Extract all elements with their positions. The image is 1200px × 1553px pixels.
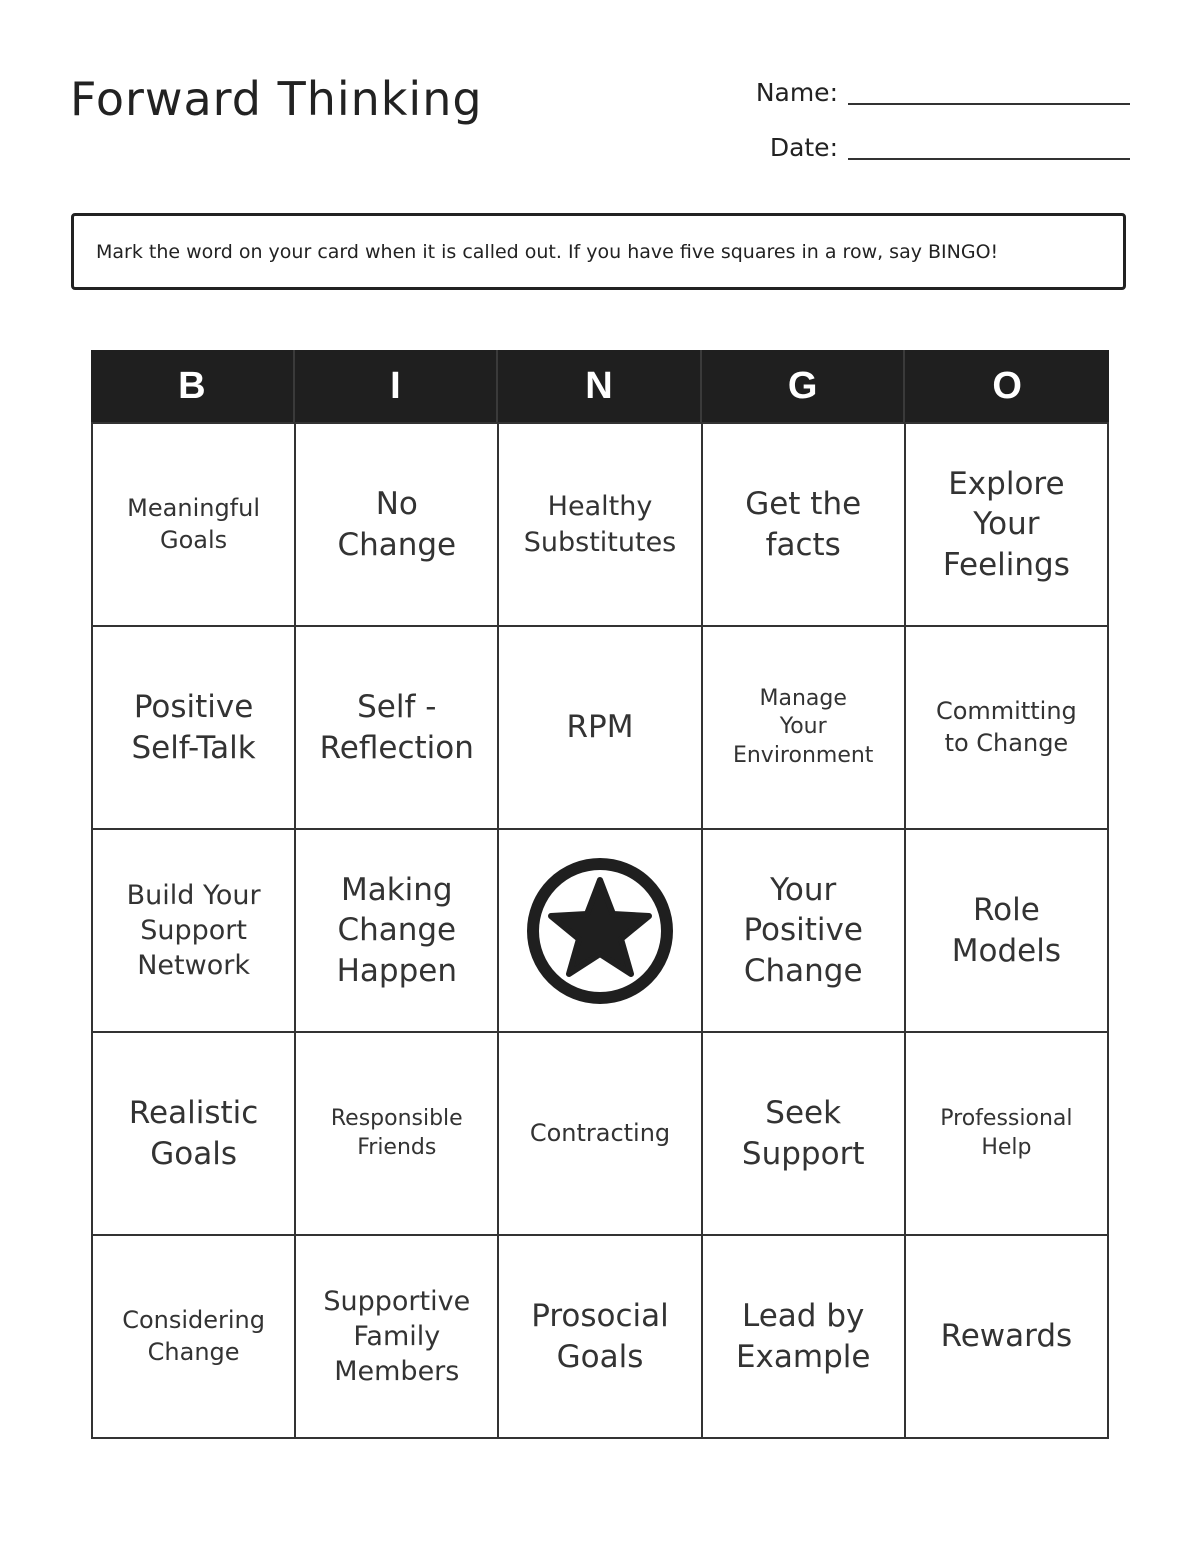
name-field[interactable] [688, 78, 1130, 107]
instructions-text: Mark the word on your card when it is called out. If you have five squares in a row, say BINGO! [96, 240, 999, 263]
bingo-cell[interactable]: Self - Reflection [296, 627, 499, 830]
date-input-line[interactable] [848, 157, 1130, 160]
date-field[interactable] [688, 133, 1130, 162]
bingo-cell[interactable]: Role Models [906, 830, 1109, 1033]
bingo-cell[interactable]: Committing to Change [906, 627, 1109, 830]
bingo-card [91, 350, 1109, 1438]
bingo-cell[interactable]: Your Positive Change [703, 830, 906, 1033]
bingo-cell[interactable]: Professional Help [906, 1033, 1109, 1236]
free-space-cell[interactable] [499, 830, 702, 1033]
bingo-cell[interactable]: Healthy Substitutes [499, 424, 702, 627]
page-title: Forward Thinking [70, 72, 483, 126]
bingo-cell[interactable]: Prosocial Goals [499, 1236, 702, 1439]
bingo-cell[interactable]: Lead by Example [703, 1236, 906, 1439]
star-badge-icon [525, 856, 675, 1006]
bingo-cell[interactable]: RPM [499, 627, 702, 830]
bingo-cell[interactable]: Build Your Support Network [93, 830, 296, 1033]
bingo-grid [91, 422, 1109, 1439]
header-letter-g: G [702, 350, 906, 422]
bingo-cell[interactable]: Meaningful Goals [93, 424, 296, 627]
bingo-cell[interactable]: No Change [296, 424, 499, 627]
bingo-cell[interactable]: Considering Change [93, 1236, 296, 1439]
header-letter-o: O [992, 364, 1022, 407]
header-letter-i: I [295, 350, 499, 422]
date-label: Date: [769, 133, 838, 162]
header-letter-b: B [91, 350, 295, 422]
name-label: Name: [755, 78, 838, 107]
bingo-cell[interactable]: Responsible Friends [296, 1033, 499, 1236]
bingo-cell[interactable]: Explore Your Feelings [906, 424, 1109, 627]
bingo-cell[interactable]: Making Change Happen [296, 830, 499, 1033]
bingo-cell[interactable]: Seek Support [703, 1033, 906, 1236]
bingo-cell[interactable]: Rewards [906, 1236, 1109, 1439]
bingo-cell[interactable]: Manage Your Environment [703, 627, 906, 830]
bingo-header [91, 350, 1109, 422]
instructions-box [71, 213, 1126, 290]
header-letter-n: N [498, 350, 702, 422]
bingo-cell[interactable]: Contracting [499, 1033, 702, 1236]
name-input-line[interactable] [848, 102, 1130, 105]
bingo-cell[interactable]: Realistic Goals [93, 1033, 296, 1236]
bingo-cell[interactable]: Get the facts [703, 424, 906, 627]
bingo-cell[interactable]: Supportive Family Members [296, 1236, 499, 1439]
bingo-cell[interactable]: Positive Self-Talk [93, 627, 296, 830]
